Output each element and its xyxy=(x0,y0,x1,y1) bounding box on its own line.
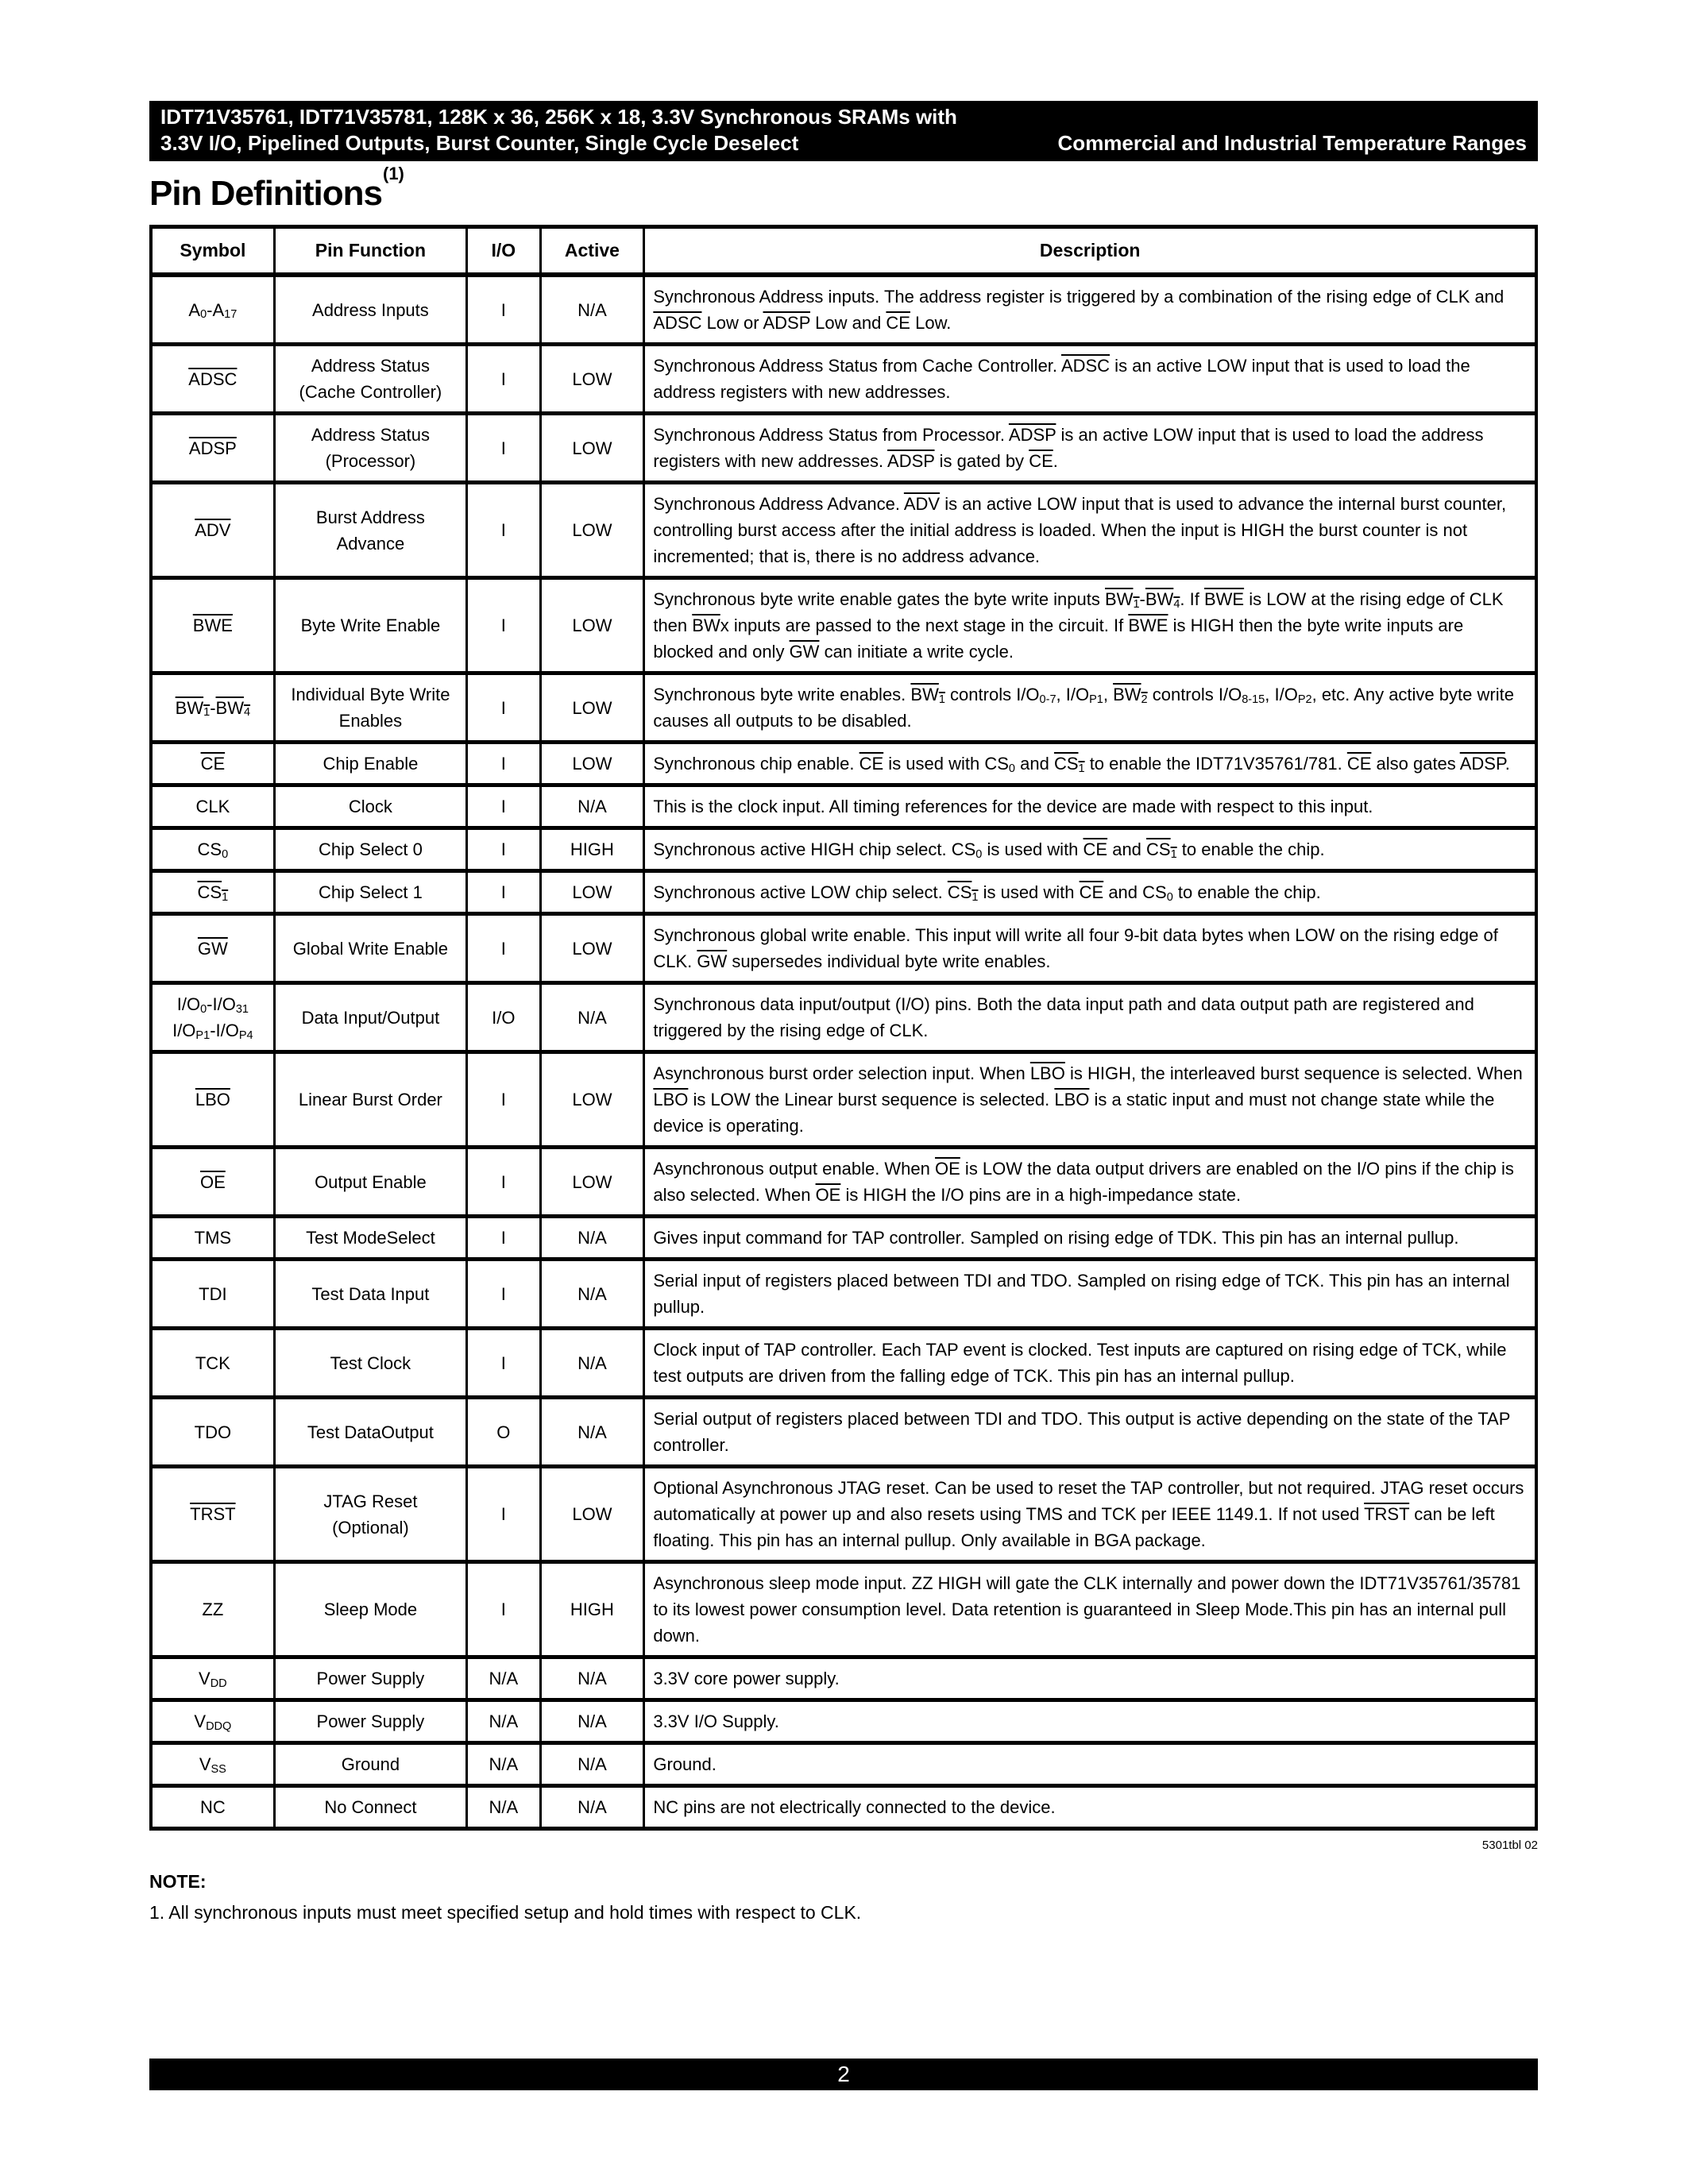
column-header-io: I/O xyxy=(467,227,540,276)
io-cell: N/A xyxy=(467,1657,540,1700)
io-cell: I xyxy=(467,483,540,578)
note-label: NOTE: xyxy=(149,1871,207,1892)
description-cell: Gives input command for TAP controller. Sampled on rising edge of TDK. This pin has an internal pullup. xyxy=(644,1217,1536,1260)
pin-function-cell: Output Enable xyxy=(274,1148,466,1217)
table-row xyxy=(151,1700,1536,1743)
symbol-cell: $CS_1$ xyxy=(151,871,274,914)
symbol-cell: $\overline{GW}$ xyxy=(151,914,274,983)
io-cell: I xyxy=(467,1217,540,1260)
active-cell: LOW xyxy=(540,578,644,673)
pin-function-cell: Burst Address Advance xyxy=(274,483,466,578)
description-cell: Synchronous active LOW chip select. $CS_1$ is used with $\overline{CE}$ and $CS_0$ to enable the chip. xyxy=(644,871,1536,914)
description-cell: Serial output of registers placed between TDI and TDO. This output is active depending on the state of the TAP controller. xyxy=(644,1398,1536,1467)
page-number: 2 xyxy=(837,2062,850,2086)
active-cell: HIGH xyxy=(540,828,644,871)
active-cell: N/A xyxy=(540,1657,644,1700)
io-cell: I xyxy=(467,785,540,828)
io-cell: N/A xyxy=(467,1700,540,1743)
symbol-cell: $BW_1-BW_4$ xyxy=(151,673,274,743)
active-cell: LOW xyxy=(540,743,644,785)
io-cell: I xyxy=(467,1467,540,1562)
symbol-cell: TMS xyxy=(151,1217,274,1260)
active-cell: N/A xyxy=(540,275,644,345)
io-cell: I xyxy=(467,1260,540,1329)
description-cell: Optional Asynchronous JTAG reset. Can be used to reset the TAP controller, but not required. JTAG reset occurs automatically at power up and also resets using TMS and TCK per IEEE 1149.1. If not used TRST can be left floating. This pin has an internal pullup. Only available in BGA package. xyxy=(644,1467,1536,1562)
symbol-cell: $CS_0$ xyxy=(151,828,274,871)
pin-function-cell: Clock xyxy=(274,785,466,828)
header-bar xyxy=(149,101,1538,161)
page-title-text: Pin Definitions xyxy=(149,174,382,213)
symbol-cell: $\overline{ADV}$ xyxy=(151,483,274,578)
description-cell: Synchronous byte write enable gates the byte write inputs $BW_1-BW_4$. If $\overline{BWE}$ is LOW at the rising edge of CLK then $\overline{BW}x$ inputs are passed to the next stage in the circuit. If $\overline{BWE}$ is HIGH then the byte write inputs are blocked and only $\overline{GW}$ can initiate a write cycle. xyxy=(644,578,1536,673)
symbol-cell: TDI xyxy=(151,1260,274,1329)
description-cell: Asynchronous burst order selection input. When $\overline{LBO}$ is HIGH, the interleaved burst sequence is selected. When $\overline{LBO}$ is LOW the Linear burst sequence is selected. $\overline{LBO}$ is a static input and must not change state while the device is operating. xyxy=(644,1052,1536,1148)
io-cell: I/O xyxy=(467,983,540,1052)
description-cell: Ground. xyxy=(644,1743,1536,1786)
table-row xyxy=(151,1657,1536,1700)
symbol-cell: $V_{SS}$ xyxy=(151,1743,274,1786)
table-row xyxy=(151,1148,1536,1217)
active-cell: LOW xyxy=(540,345,644,414)
page-title xyxy=(149,164,1538,214)
active-cell: LOW xyxy=(540,1052,644,1148)
symbol-cell: ZZ xyxy=(151,1562,274,1657)
active-cell: N/A xyxy=(540,1743,644,1786)
table-row xyxy=(151,673,1536,743)
io-cell: I xyxy=(467,578,540,673)
pin-function-cell: Address Inputs xyxy=(274,275,466,345)
symbol-cell: TDO xyxy=(151,1398,274,1467)
active-cell: N/A xyxy=(540,785,644,828)
active-cell: LOW xyxy=(540,483,644,578)
active-cell: LOW xyxy=(540,914,644,983)
io-cell: I xyxy=(467,673,540,743)
pin-function-cell: Sleep Mode xyxy=(274,1562,466,1657)
pin-function-cell: Chip Select 1 xyxy=(274,871,466,914)
description-cell: NC pins are not electrically connected to the device. xyxy=(644,1786,1536,1829)
header-part-numbers: IDT71V35761, IDT71V35781, 128K x 36, 256K x 18, 3.3V Synchronous SRAMs with xyxy=(160,105,957,129)
io-cell: I xyxy=(467,414,540,483)
description-cell: Synchronous data input/output (I/O) pins. Both the data input path and data output path are registered and triggered by the rising edge of CLK. xyxy=(644,983,1536,1052)
page-content xyxy=(149,101,1538,1924)
symbol-cell: $\overline{CE}$ xyxy=(151,743,274,785)
io-cell: I xyxy=(467,871,540,914)
description-cell: Synchronous chip enable. $\overline{CE}$ is used with $CS_0$ and $CS_1$ to enable the IDT71V35761/781. $\overline{CE}$ also gates ADSP. xyxy=(644,743,1536,785)
symbol-cell: $\overline{BWE}$ xyxy=(151,578,274,673)
table-row xyxy=(151,1786,1536,1829)
description-cell: Synchronous Address inputs. The address register is triggered by a combination of the rising edge of CLK and ADSC Low or ADSP Low and $\overline{CE}$ Low. xyxy=(644,275,1536,345)
pin-function-cell: Global Write Enable xyxy=(274,914,466,983)
active-cell: LOW xyxy=(540,1467,644,1562)
description-cell: Synchronous active HIGH chip select. $CS_0$ is used with $\overline{CE}$ and $CS_1$ to enable the chip. xyxy=(644,828,1536,871)
io-cell: I xyxy=(467,1052,540,1148)
column-header-active: Active xyxy=(540,227,644,276)
header-subtitle: 3.3V I/O, Pipelined Outputs, Burst Counter, Single Cycle Deselect xyxy=(160,131,799,155)
table-body xyxy=(151,275,1536,1829)
table-row xyxy=(151,1398,1536,1467)
symbol-cell: $I/O_0-I/O_{31}$ $I/O_{P1}-I/O_{P4}$ xyxy=(151,983,274,1052)
table-row xyxy=(151,483,1536,578)
active-cell: LOW xyxy=(540,673,644,743)
table-reference-number: 5301tbl 02 xyxy=(1481,1839,1538,1852)
description-cell: 3.3V core power supply. xyxy=(644,1657,1536,1700)
table-row xyxy=(151,1743,1536,1786)
description-cell: This is the clock input. All timing references for the device are made with respect to this input. xyxy=(644,785,1536,828)
table-row xyxy=(151,914,1536,983)
active-cell: N/A xyxy=(540,1329,644,1398)
pin-function-cell: Chip Select 0 xyxy=(274,828,466,871)
symbol-cell: TCK xyxy=(151,1329,274,1398)
description-cell: Synchronous Address Advance. $\overline{ADV}$ is an active LOW input that is used to advance the internal burst counter, controlling burst access after the initial address is loaded. When the input is HIGH the burst counter is not incremented; that is, there is no address advance. xyxy=(644,483,1536,578)
symbol-cell: $\overline{LBO}$ xyxy=(151,1052,274,1148)
io-cell: N/A xyxy=(467,1743,540,1786)
io-cell: I xyxy=(467,914,540,983)
active-cell: N/A xyxy=(540,983,644,1052)
io-cell: I xyxy=(467,1562,540,1657)
table-row xyxy=(151,1562,1536,1657)
table-row xyxy=(151,828,1536,871)
table-row xyxy=(151,1052,1536,1148)
header-subtitle-row xyxy=(160,130,1527,156)
description-cell: Asynchronous sleep mode input. ZZ HIGH will gate the CLK internally and power down the IDT71V35761/35781 to its lowest power consumption level. Data retention is guaranteed in Sleep Mode.This pin has an internal pull down. xyxy=(644,1562,1536,1657)
active-cell: LOW xyxy=(540,871,644,914)
active-cell: N/A xyxy=(540,1700,644,1743)
symbol-cell: $\overline{OE}$ xyxy=(151,1148,274,1217)
io-cell: I xyxy=(467,345,540,414)
symbol-cell: ADSP xyxy=(151,414,274,483)
pin-definitions-table xyxy=(149,225,1538,1831)
table-row xyxy=(151,578,1536,673)
table-row xyxy=(151,1467,1536,1562)
pin-function-cell: No Connect xyxy=(274,1786,466,1829)
table-row xyxy=(151,785,1536,828)
active-cell: LOW xyxy=(540,414,644,483)
symbol-cell: CLK xyxy=(151,785,274,828)
table-header xyxy=(151,227,1536,276)
pin-function-cell: Address Status (Cache Controller) xyxy=(274,345,466,414)
table-row xyxy=(151,1329,1536,1398)
symbol-cell: NC xyxy=(151,1786,274,1829)
io-cell: O xyxy=(467,1398,540,1467)
description-cell: Synchronous Address Status from Cache Controller. ADSC is an active LOW input that is used to load the address registers with new addresses. xyxy=(644,345,1536,414)
description-cell: Synchronous Address Status from Processor. ADSP is an active LOW input that is used to load the address registers with new addresses. ADSP is gated by $\overline{CE}$. xyxy=(644,414,1536,483)
page-title-footnote-marker: (1) xyxy=(383,164,404,184)
description-cell: Asynchronous output enable. When $\overline{OE}$ is LOW the data output drivers are enabled on the I/O pins if the chip is also selected. When $\overline{OE}$ is HIGH the I/O pins are in a high-impedance state. xyxy=(644,1148,1536,1217)
symbol-cell: TRST xyxy=(151,1467,274,1562)
active-cell: LOW xyxy=(540,1148,644,1217)
symbol-cell: ADSC xyxy=(151,345,274,414)
active-cell: HIGH xyxy=(540,1562,644,1657)
pin-function-cell: Power Supply xyxy=(274,1700,466,1743)
pin-function-cell: JTAG Reset (Optional) xyxy=(274,1467,466,1562)
column-header-description: Description xyxy=(644,227,1536,276)
note-item: 1. All synchronous inputs must meet specified setup and hold times with respect to CLK. xyxy=(149,1902,862,1923)
symbol-cell: $V_{DDQ}$ xyxy=(151,1700,274,1743)
table-row xyxy=(151,275,1536,345)
pin-function-cell: Test DataOutput xyxy=(274,1398,466,1467)
table-row xyxy=(151,345,1536,414)
io-cell: N/A xyxy=(467,1786,540,1829)
active-cell: N/A xyxy=(540,1398,644,1467)
table-header-row xyxy=(151,227,1536,276)
pin-function-cell: Individual Byte Write Enables xyxy=(274,673,466,743)
table-row xyxy=(151,1260,1536,1329)
pin-function-cell: Test Data Input xyxy=(274,1260,466,1329)
footer-bar xyxy=(149,2059,1538,2090)
pin-function-cell: Linear Burst Order xyxy=(274,1052,466,1148)
pin-function-cell: Power Supply xyxy=(274,1657,466,1700)
table-row xyxy=(151,871,1536,914)
pin-function-cell: Byte Write Enable xyxy=(274,578,466,673)
symbol-cell: $A_0-A_{17}$ xyxy=(151,275,274,345)
pin-function-cell: Test ModeSelect xyxy=(274,1217,466,1260)
io-cell: I xyxy=(467,743,540,785)
io-cell: I xyxy=(467,828,540,871)
active-cell: N/A xyxy=(540,1217,644,1260)
table-row xyxy=(151,1217,1536,1260)
table-row xyxy=(151,743,1536,785)
header-temperature-range: Commercial and Industrial Temperature Ranges xyxy=(1057,131,1527,155)
description-cell: Synchronous global write enable. This input will write all four 9-bit data bytes when LOW on the rising edge of CLK. $\overline{GW}$ supersedes individual byte write enables. xyxy=(644,914,1536,983)
io-cell: I xyxy=(467,1329,540,1398)
description-cell: 3.3V I/O Supply. xyxy=(644,1700,1536,1743)
pin-function-cell: Test Clock xyxy=(274,1329,466,1398)
note-section xyxy=(149,1871,1538,1924)
active-cell: N/A xyxy=(540,1260,644,1329)
description-cell: Clock input of TAP controller. Each TAP event is clocked. Test inputs are captured on rising edge of TCK, while test outputs are driven from the falling edge of TCK. This pin has an internal pullup. xyxy=(644,1329,1536,1398)
pin-function-cell: Address Status (Processor) xyxy=(274,414,466,483)
pin-function-cell: Data Input/Output xyxy=(274,983,466,1052)
column-header-pin-function: Pin Function xyxy=(274,227,466,276)
symbol-cell: $V_{DD}$ xyxy=(151,1657,274,1700)
description-cell: Synchronous byte write enables. $BW_1$ controls $I/O_{0-7}$, $I/O_{P1}$, $BW_2$ controls $I/O_{8-15}$, $I/O_{P2}$, etc. Any active byte write causes all outputs to be disabled. xyxy=(644,673,1536,743)
table-row xyxy=(151,414,1536,483)
active-cell: N/A xyxy=(540,1786,644,1829)
table-row xyxy=(151,983,1536,1052)
pin-function-cell: Ground xyxy=(274,1743,466,1786)
column-header-symbol: Symbol xyxy=(151,227,274,276)
io-cell: I xyxy=(467,275,540,345)
pin-function-cell: Chip Enable xyxy=(274,743,466,785)
io-cell: I xyxy=(467,1148,540,1217)
description-cell: Serial input of registers placed between TDI and TDO. Sampled on rising edge of TCK. This pin has an internal pullup. xyxy=(644,1260,1536,1329)
